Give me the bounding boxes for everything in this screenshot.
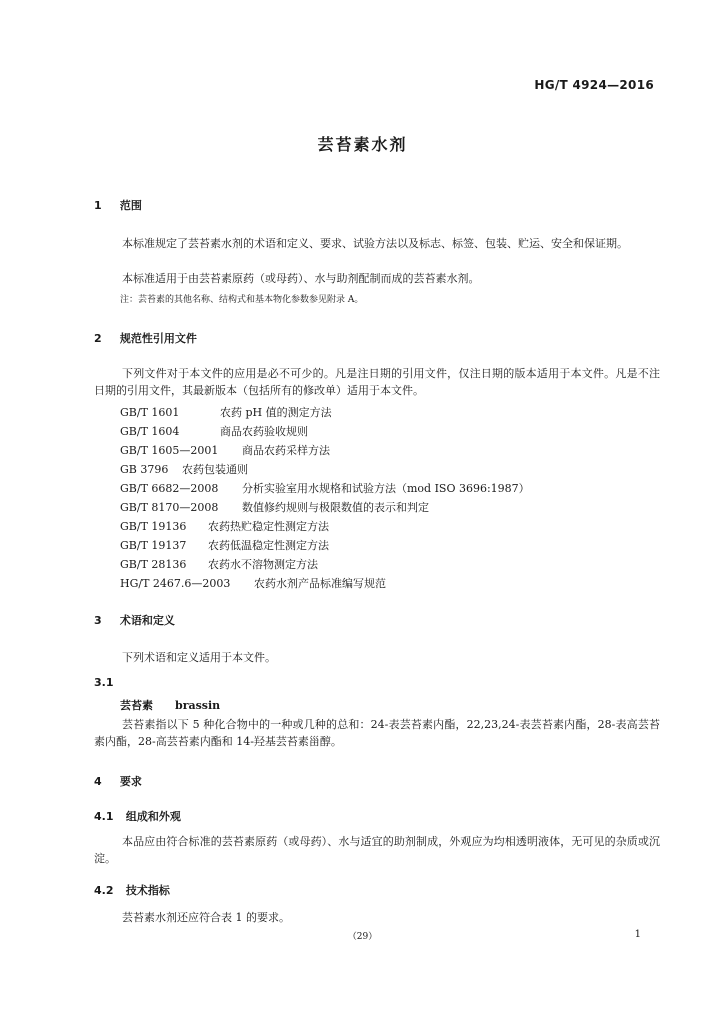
reference-item — [120, 404, 332, 420]
standard-code: HG/T 4924—2016 — [534, 78, 654, 92]
section-1-heading — [94, 197, 142, 213]
scope-note: 注：芸苔素的其他名称、结构式和基本物化参数参见附录 A。 — [120, 295, 364, 305]
section-number: 4.1 — [94, 810, 114, 823]
reference-name: 商品农药采样方法 — [242, 444, 330, 457]
reference-name: 农药低温稳定性测定方法 — [208, 539, 329, 552]
reference-item — [120, 423, 308, 439]
reference-name: 农药热贮稳定性测定方法 — [208, 520, 329, 533]
reference-code: GB/T 8170—2008 — [120, 501, 219, 514]
scope-paragraph-2: 本标准适用于由芸苔素原药（或母药）、水与助剂配制而成的芸苔素水剂。 — [122, 272, 480, 285]
section-number: 2 — [94, 332, 102, 345]
section-title: 技术指标 — [125, 884, 170, 897]
section-title: 要求 — [119, 775, 142, 788]
term-definition: 芸苔素指以下 5 种化合物中的一种或几种的总和：24-表芸苔素内酯，22,23,24-表芸苔素内酯，28-表高芸苔素内酯，28-高芸苔素内酯和 14-羟基芸苔素甾醇。 — [94, 718, 660, 748]
reference-item — [120, 499, 429, 515]
reference-code: HG/T 2467.6—2003 — [120, 577, 231, 590]
reference-name: 农药包装通则 — [182, 463, 248, 476]
reference-code: GB/T 1605—2001 — [120, 444, 219, 457]
section-title: 术语和定义 — [119, 614, 175, 627]
reference-item — [120, 480, 530, 496]
term-entry — [120, 697, 220, 713]
section-number: 4.2 — [94, 884, 114, 897]
reference-code: GB/T 1601 — [120, 406, 180, 419]
section-4-1-heading — [94, 808, 181, 824]
section-title: 范围 — [119, 199, 142, 212]
reference-name: 农药水不溶物测定方法 — [208, 558, 318, 571]
term-english: brassin — [175, 699, 221, 712]
section-number: 1 — [94, 199, 102, 212]
references-intro: 下列文件对于本文件的应用是必不可少的。凡是注日期的引用文件，仅注日期的版本适用于本文件。凡是不注日期的引用文件，其最新版本（包括所有的修改单）适用于本文件。 — [94, 367, 660, 397]
section-number: 4 — [94, 775, 102, 788]
reference-code: GB/T 19137 — [120, 539, 187, 552]
reference-item — [120, 442, 330, 458]
term-3-1-number: 3.1 — [94, 676, 114, 689]
reference-name: 农药 pH 值的测定方法 — [220, 406, 332, 419]
term-chinese: 芸苔素 — [120, 699, 153, 712]
reference-item — [120, 518, 329, 534]
reference-code: GB 3796 — [120, 463, 169, 476]
section-3-heading — [94, 612, 175, 628]
reference-name: 商品农药验收规则 — [220, 425, 308, 438]
document-title: 芸苔素水剂 — [317, 135, 408, 154]
footer-code: （29） — [347, 932, 378, 942]
composition-paragraph: 本品应由符合标准的芸苔素原药（或母药）、水与适宜的助剂制成，外观应为均相透明液体，无可见的杂质或沉淀。 — [94, 835, 660, 865]
reference-name: 农药水剂产品标准编写规范 — [254, 577, 386, 590]
technical-paragraph: 芸苔素水剂还应符合表 1 的要求。 — [122, 911, 290, 924]
section-2-heading — [94, 330, 197, 346]
reference-name: 数值修约规则与极限数值的表示和判定 — [242, 501, 429, 514]
scope-paragraph-1: 本标准规定了芸苔素水剂的术语和定义、要求、试验方法以及标志、标签、包装、贮运、安全和保证期。 — [122, 237, 628, 250]
reference-item — [120, 537, 329, 553]
reference-item — [120, 556, 318, 572]
reference-code: GB/T 6682—2008 — [120, 482, 219, 495]
section-number: 3 — [94, 614, 102, 627]
reference-item — [120, 461, 248, 477]
terms-intro: 下列术语和定义适用于本文件。 — [122, 651, 276, 664]
reference-item — [120, 575, 386, 591]
section-title: 规范性引用文件 — [119, 332, 197, 345]
reference-code: GB/T 28136 — [120, 558, 187, 571]
section-4-heading — [94, 773, 142, 789]
reference-code: GB/T 1604 — [120, 425, 180, 438]
section-4-2-heading — [94, 882, 170, 898]
page-number: 1 — [634, 929, 641, 940]
reference-code: GB/T 19136 — [120, 520, 187, 533]
reference-name: 分析实验室用水规格和试验方法（mod ISO 3696:1987） — [242, 482, 530, 495]
section-title: 组成和外观 — [125, 810, 181, 823]
